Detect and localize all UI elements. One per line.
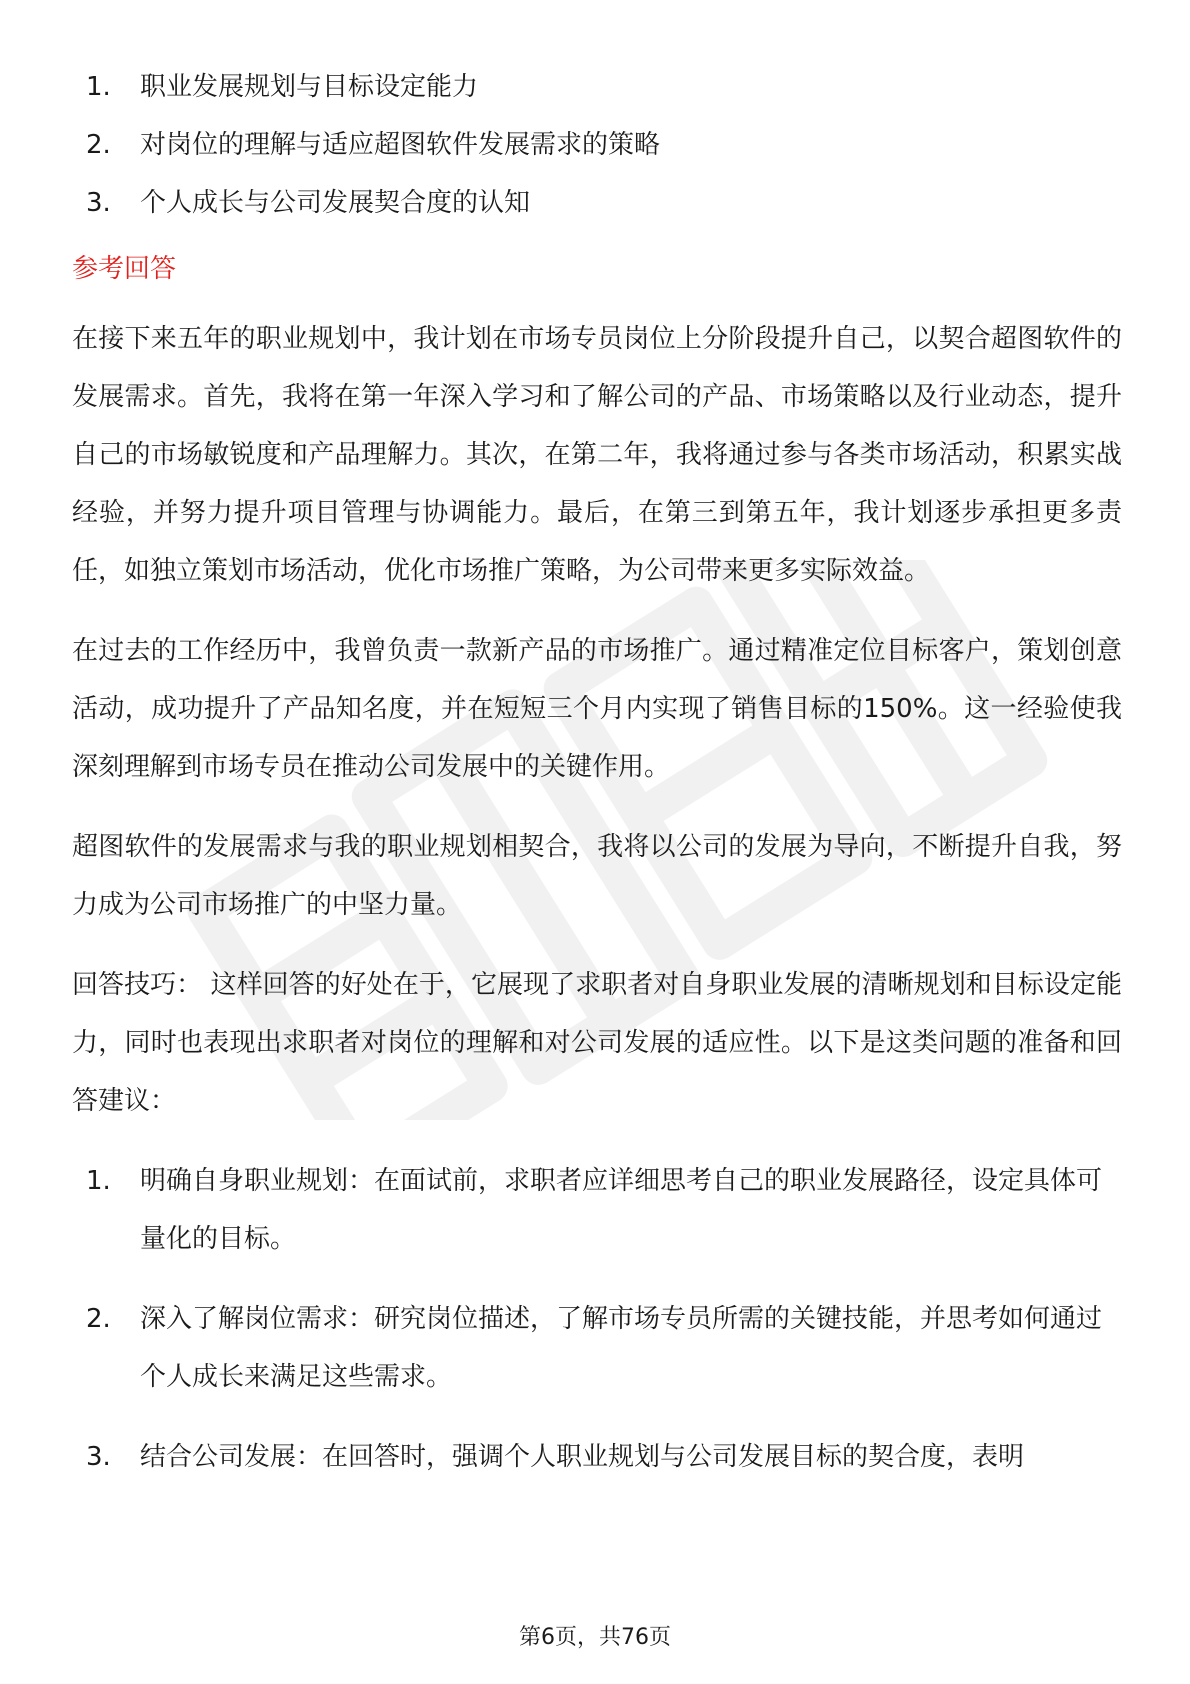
list-text: 结合公司发展：在回答时，强调个人职业规划与公司发展目标的契合度，表明 [140,1442,1025,1472]
tips-paragraph: 回答技巧： 这样回答的好处在于，它展现了求职者对自身职业发展的清晰规划和目标设定能力，同时也表现出求职者对岗位的理解和对公司发展的适应性。以下是这类问题的准备和回答建议： [72,970,1122,1116]
list-item [72,58,1122,116]
question-focus-list [72,58,1122,232]
list-text: 个人成长与公司发展契合度的认知 [140,188,531,218]
list-text: 对岗位的理解与适应超图软件发展需求的策略 [140,130,661,160]
list-item [72,1152,1122,1268]
answer-heading: 参考回答 [72,254,177,284]
list-item [72,116,1122,174]
list-number: 3. [86,188,111,218]
answer-paragraph: 超图软件的发展需求与我的职业规划相契合，我将以公司的发展为导向，不断提升自我，努力成为公司市场推广的中坚力量。 [72,832,1122,920]
list-number: 2. [86,130,111,160]
list-text: 明确自身职业规划：在面试前，求职者应详细思考自己的职业发展路径，设定具体可量化的目标。 [140,1166,1103,1254]
answer-paragraph: 在接下来五年的职业规划中，我计划在市场专员岗位上分阶段提升自己，以契合超图软件的发展需求。首先，我将在第一年深入学习和了解公司的产品、市场策略以及行业动态，提升自己的市场敏锐度和产品理解力。其次，在第二年，我将通过参与各类市场活动，积累实战经验，并努力提升项目管理与协调能力。最后，在第三到第五年，我计划逐步承担更多责任，如独立策划市场活动，优化市场推广策略，为公司带来更多实际效益。 [72,324,1122,586]
list-number: 1. [86,72,111,102]
list-text: 深入了解岗位需求：研究岗位描述，了解市场专员所需的关键技能，并思考如何通过个人成长来满足这些需求。 [140,1304,1103,1392]
tips-list [72,1152,1122,1486]
page-footer: 第6页，共76页 [519,1625,671,1650]
list-number: 3. [86,1442,111,1472]
list-item [72,1290,1122,1406]
list-item [72,174,1122,232]
content-area [72,58,1122,1508]
list-number: 1. [86,1166,111,1196]
list-text: 职业发展规划与目标设定能力 [140,72,479,102]
list-number: 2. [86,1304,111,1334]
answer-paragraph: 在过去的工作经历中，我曾负责一款新产品的市场推广。通过精准定位目标客户，策划创意活动，成功提升了产品知名度，并在短短三个月内实现了销售目标的150%。这一经验使我深刻理解到市场专员在推动公司发展中的关键作用。 [72,636,1122,782]
list-item [72,1428,1122,1486]
